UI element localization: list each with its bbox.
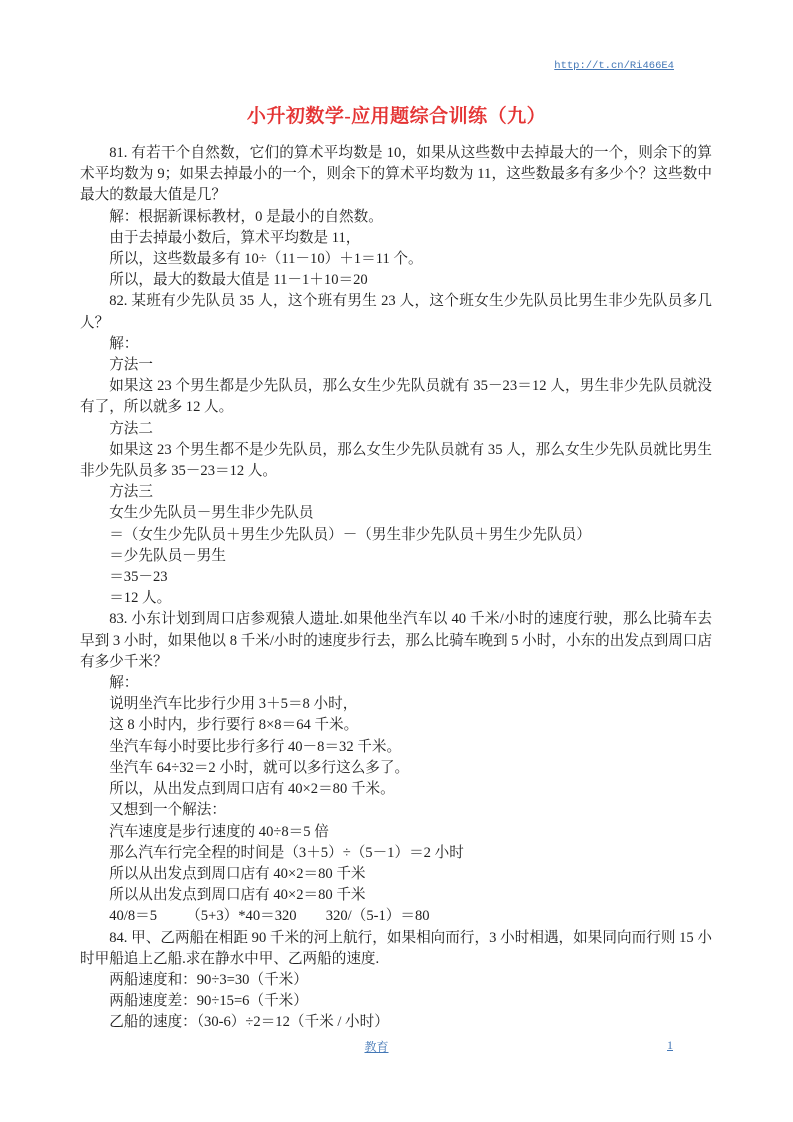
page-footer xyxy=(80,1038,673,1056)
paragraph: 说明坐汽车比步行少用 3＋5＝8 小时， xyxy=(109,696,358,713)
paragraph: 由于去掉最小数后，算术平均数是 11， xyxy=(109,229,361,246)
paragraph: 所以，这些数最多有 10÷（11－10）＋1＝11 个。 xyxy=(109,251,423,268)
paragraph: 82. 某班有少先队员 35 人，这个班有男生 23 人，这个班女生少先队员比男生非少先队员多几人？ xyxy=(80,293,712,331)
paragraph: 方法三 xyxy=(109,484,153,501)
footer-category-link[interactable]: 教育 xyxy=(364,1040,389,1054)
paragraph: 所以从出发点到周口店有 40×2＝80 千米 xyxy=(109,865,366,882)
paragraph: 又想到一个解法： xyxy=(109,802,226,819)
paragraph: 两船速度和：90÷3=30（千米） xyxy=(109,971,308,988)
paragraph: 这 8 小时内，步行要行 8×8＝64 千米。 xyxy=(109,717,359,734)
paragraph: ＝35－23 xyxy=(109,569,168,586)
page-header xyxy=(0,55,674,73)
paragraph: 汽车速度是步行速度的 40÷8＝5 倍 xyxy=(109,823,329,840)
paragraph: 如果这 23 个男生都是少先队员，那么女生少先队员就有 35－23＝12 人，男生非少先队员就没有了，所以就多 12 人。 xyxy=(80,378,712,416)
paragraph: 方法二 xyxy=(109,420,153,437)
paragraph: 83. 小东计划到周口店参观猿人遗址.如果他坐汽车以 40 千米/小时的速度行驶，那么比骑车去早到 3 小时，如果他以 8 千米/小时的速度步行去，那么比骑车晚到 5 小时，小东的出发点到周口店有多少千米？ xyxy=(80,611,712,670)
paragraph: 那么汽车行完全程的时间是（3＋5）÷（5－1）＝2 小时 xyxy=(109,844,464,861)
header-url-link[interactable]: http://t.cn/Ri466E4 xyxy=(554,60,674,72)
paragraph: 解： xyxy=(109,335,139,352)
paragraph: 如果这 23 个男生都不是少先队员，那么女生少先队员就有 35 人，那么女生少先队员就比男生非少先队员多 35－23＝12 人。 xyxy=(80,441,712,480)
paragraph: ＝12 人。 xyxy=(109,590,172,607)
paragraph: 解：根据新课标教材，0 是最小的自然数。 xyxy=(109,208,383,225)
paragraph: 坐汽车 64÷32＝2 小时，就可以多行这么多了。 xyxy=(109,759,410,776)
paragraph: 两船速度差：90÷15=6（千米） xyxy=(109,993,308,1010)
paragraph: 40/8＝5 （5+3）*40＝320 320/（5-1）＝80 xyxy=(109,908,430,925)
paragraph: 乙船的速度：（30-6）÷2＝12（千米 / 小时） xyxy=(109,1014,389,1031)
paragraph: 所以，从出发点到周口店有 40×2＝80 千米。 xyxy=(109,781,395,798)
page-title: 小升初数学-应用题综合训练（九） xyxy=(246,106,547,127)
document-body xyxy=(80,143,712,1034)
paragraph: 81. 有若干个自然数，它们的算术平均数是 10，如果从这些数中去掉最大的一个，则余下的算术平均数为 9；如果去掉最小的一个，则余下的算术平均数为 11，这些数最多有多少个？这些数中最大的数最大值是几？ xyxy=(80,145,712,204)
paragraph: 所以，最大的数最大值是 11－1＋10＝20 xyxy=(109,272,368,289)
paragraph: 女生少先队员－男生非少先队员 xyxy=(109,505,314,522)
paragraph: 84. 甲、乙两船在相距 90 千米的河上航行，如果相向而行，3 小时相遇，如果同向而行则 15 小时甲船追上乙船.求在静水中甲、乙两船的速度. xyxy=(80,929,712,967)
paragraph: 解： xyxy=(109,675,139,692)
paragraph: 所以从出发点到周口店有 40×2＝80 千米 xyxy=(109,887,366,904)
paragraph: 方法一 xyxy=(109,357,153,374)
paragraph: ＝（女生少先队员＋男生少先队员）－（男生非少先队员＋男生少先队员） xyxy=(109,526,591,543)
paragraph: ＝少先队员－男生 xyxy=(109,547,226,564)
footer-page-number[interactable]: 1 xyxy=(667,1038,673,1052)
paragraph: 坐汽车每小时要比步行多行 40－8＝32 千米。 xyxy=(109,738,402,755)
